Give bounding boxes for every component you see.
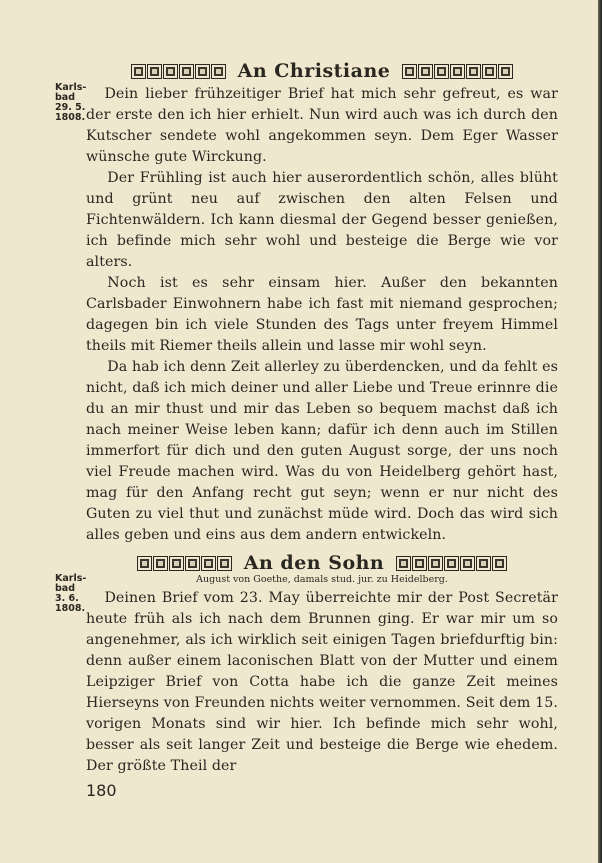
page-content [86, 58, 558, 800]
ornament-band-right [396, 556, 507, 571]
section-heading-sohn [86, 550, 558, 576]
heading-subtitle: August von Goethe, damals stud. jur. zu Heidelberg. [196, 574, 448, 585]
margin-note-place: Karls- [55, 82, 87, 93]
margin-note-place: Karls- [55, 573, 87, 584]
book-spine-edge [598, 0, 602, 863]
margin-note-place-2: bad [55, 92, 76, 103]
page-number: 180 [86, 781, 117, 800]
paragraph: Da hab ich denn Zeit allerley zu überdencken, und da fehlt es nicht, daß ich mich deiner und aller Liebe und Treue erinnre die du an mir thust und mir das Leben so bequem machst daß ich nach meiner Weise leben kann; dafür ich denn auch im Stillen immerfort für dich und den guten August sorge, der uns noch viel Freude machen wird. Was du von Heidelberg gehört hast, mag für den Anfang recht gut seyn; wenn er nur nicht des Guten zu viel thut und zunächst müde wird. Doch das wird sich alles geben und eins aus dem andern entwickeln. [86, 359, 558, 543]
heading-title: An den Sohn [243, 552, 385, 574]
paragraph: Deinen Brief vom 23. May überreichte mir der Post Secretär heute früh als ich nach dem Brunnen ging. Er war mir um so angenehmer, als ich wirklich seit einigen Tagen briefdurftig bin: denn außer einem laconischen Blatt von der Mutter und einem Leipziger Brief von Cotta habe ich die ganze Zeit meines Hierseyns von Freunden nichts weiter vernommen. Seit dem 15. vorigen Monats sind wir hier. Ich befinde mich sehr wohl, besser als seit langer Zeit und besteige die Berge wie ehedem. Der größte Theil der [86, 590, 558, 774]
paragraph: Der Frühling ist auch hier auserordentlich schön, alles blüht und grünt neu auf zwischen den alten Felsen und Fichtenwäldern. Ich kann diesmal der Gegend besser genießen, ich befinde mich sehr wohl und besteige die Berge wie vor alters. [86, 170, 558, 270]
paragraph: Dein lieber frühzeitiger Brief hat mich sehr gefreut, es war der erste den ich hier erhielt. Nun wird auch was ich durch den Kutscher sendete wohl angekommen seyn. Dem Eger Wasser wünsche gute Wirckung. [86, 86, 558, 165]
paragraph: Noch ist es sehr einsam hier. Außer den bekannten Carlsbader Einwohnern habe ich fast mit niemand gesprochen; dagegen bin ich viele Stunden des Tags unter freyem Himmel theils mit Riemer theils allein und lasse mir wohl seyn. [86, 275, 558, 354]
ornament-band-right [402, 64, 513, 79]
ornament-band-left [137, 556, 232, 571]
margin-note-2 [55, 574, 89, 614]
margin-note-date: 29. 5. [55, 102, 86, 113]
margin-note-1 [55, 83, 89, 123]
margin-note-year: 1808. [55, 112, 86, 123]
ornament-band-left [131, 64, 226, 79]
margin-note-year: 1808. [55, 603, 86, 614]
heading-title: An Christiane [237, 60, 391, 82]
section-heading-christiane [86, 58, 558, 84]
margin-note-date: 3. 6. [55, 593, 79, 604]
margin-note-place-2: bad [55, 583, 76, 594]
